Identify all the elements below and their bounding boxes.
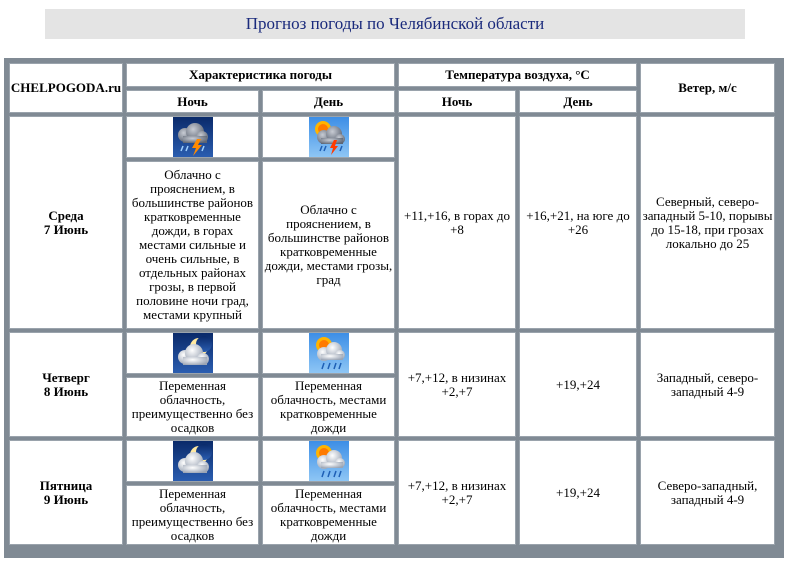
weekday-label: Пятница [39, 477, 93, 493]
day-thunderstorm-icon [309, 117, 349, 157]
temp-night-cell: +7,+12, в низинах +2,+7 [398, 332, 516, 437]
night-desc-cell: Переменная облачность, преимущественно без осадков [126, 485, 259, 545]
day-rain-icon [309, 441, 349, 481]
day-rain-icon [309, 333, 349, 373]
day-cell [9, 332, 123, 437]
weekday-label: Среда [48, 207, 84, 223]
day-cell [9, 440, 123, 545]
char-night-header: Ночь [126, 90, 259, 113]
day-desc-cell: Переменная облачность, местами кратковременные дожди [262, 485, 395, 545]
date-label: 9 Июнь [43, 491, 89, 507]
wind-cell: Северный, северо-западный 5-10, порывы до 15-18, при грозах локально до 25 [640, 116, 775, 329]
forecast-frame [4, 58, 784, 558]
day-weather-icon-cell [262, 332, 395, 374]
date-label: 8 Июнь [43, 383, 89, 399]
forecast-row [9, 332, 775, 374]
temp-day-cell: +19,+24 [519, 440, 637, 545]
night-desc-cell: Переменная облачность, преимущественно без осадков [126, 377, 259, 437]
forecast-table [6, 60, 778, 548]
night-thunderstorm-icon [173, 117, 213, 157]
day-desc-cell: Переменная облачность, местами кратковременные дожди [262, 377, 395, 437]
temp-night-cell: +11,+16, в горах до +8 [398, 116, 516, 329]
day-weather-icon-cell [262, 440, 395, 482]
temp-day-cell: +16,+21, на юге до +26 [519, 116, 637, 329]
wind-cell: Северо-западный, западный 4-9 [640, 440, 775, 545]
temp-day-header: День [519, 90, 637, 113]
wind-header: Ветер, м/с [640, 63, 775, 113]
wind-cell: Западный, северо-западный 4-9 [640, 332, 775, 437]
page-title: Прогноз погоды по Челябинской области [45, 9, 745, 39]
day-desc-cell: Облачно с прояснением, в большинстве районов кратковременные дожди, местами грозы, град [262, 161, 395, 329]
weekday-label: Четверг [42, 369, 90, 385]
temp-night-cell: +7,+12, в низинах +2,+7 [398, 440, 516, 545]
night-desc-cell: Облачно с прояснением, в большинстве районов кратковременные дожди, в горах местами сильные и очень сильные, в отдельных районах грозы, в первой половине ночи град, местами крупный [126, 161, 259, 329]
brand-label: CHELPOGODA.ru [10, 80, 122, 95]
day-weather-icon-cell [262, 116, 395, 158]
night-weather-icon-cell [126, 440, 259, 482]
weather-char-header: Характеристика погоды [126, 63, 395, 87]
date-label: 7 Июнь [43, 221, 89, 237]
temp-night-header: Ночь [398, 90, 516, 113]
night-cloudy-icon [173, 441, 213, 481]
char-day-header: День [262, 90, 395, 113]
night-cloudy-icon [173, 333, 213, 373]
temp-day-cell: +19,+24 [519, 332, 637, 437]
forecast-row [9, 116, 775, 158]
night-weather-icon-cell [126, 116, 259, 158]
night-weather-icon-cell [126, 332, 259, 374]
forecast-row [9, 440, 775, 482]
brand-cell [9, 63, 123, 113]
air-temp-header: Температура воздуха, °C [398, 63, 637, 87]
day-cell [9, 116, 123, 329]
